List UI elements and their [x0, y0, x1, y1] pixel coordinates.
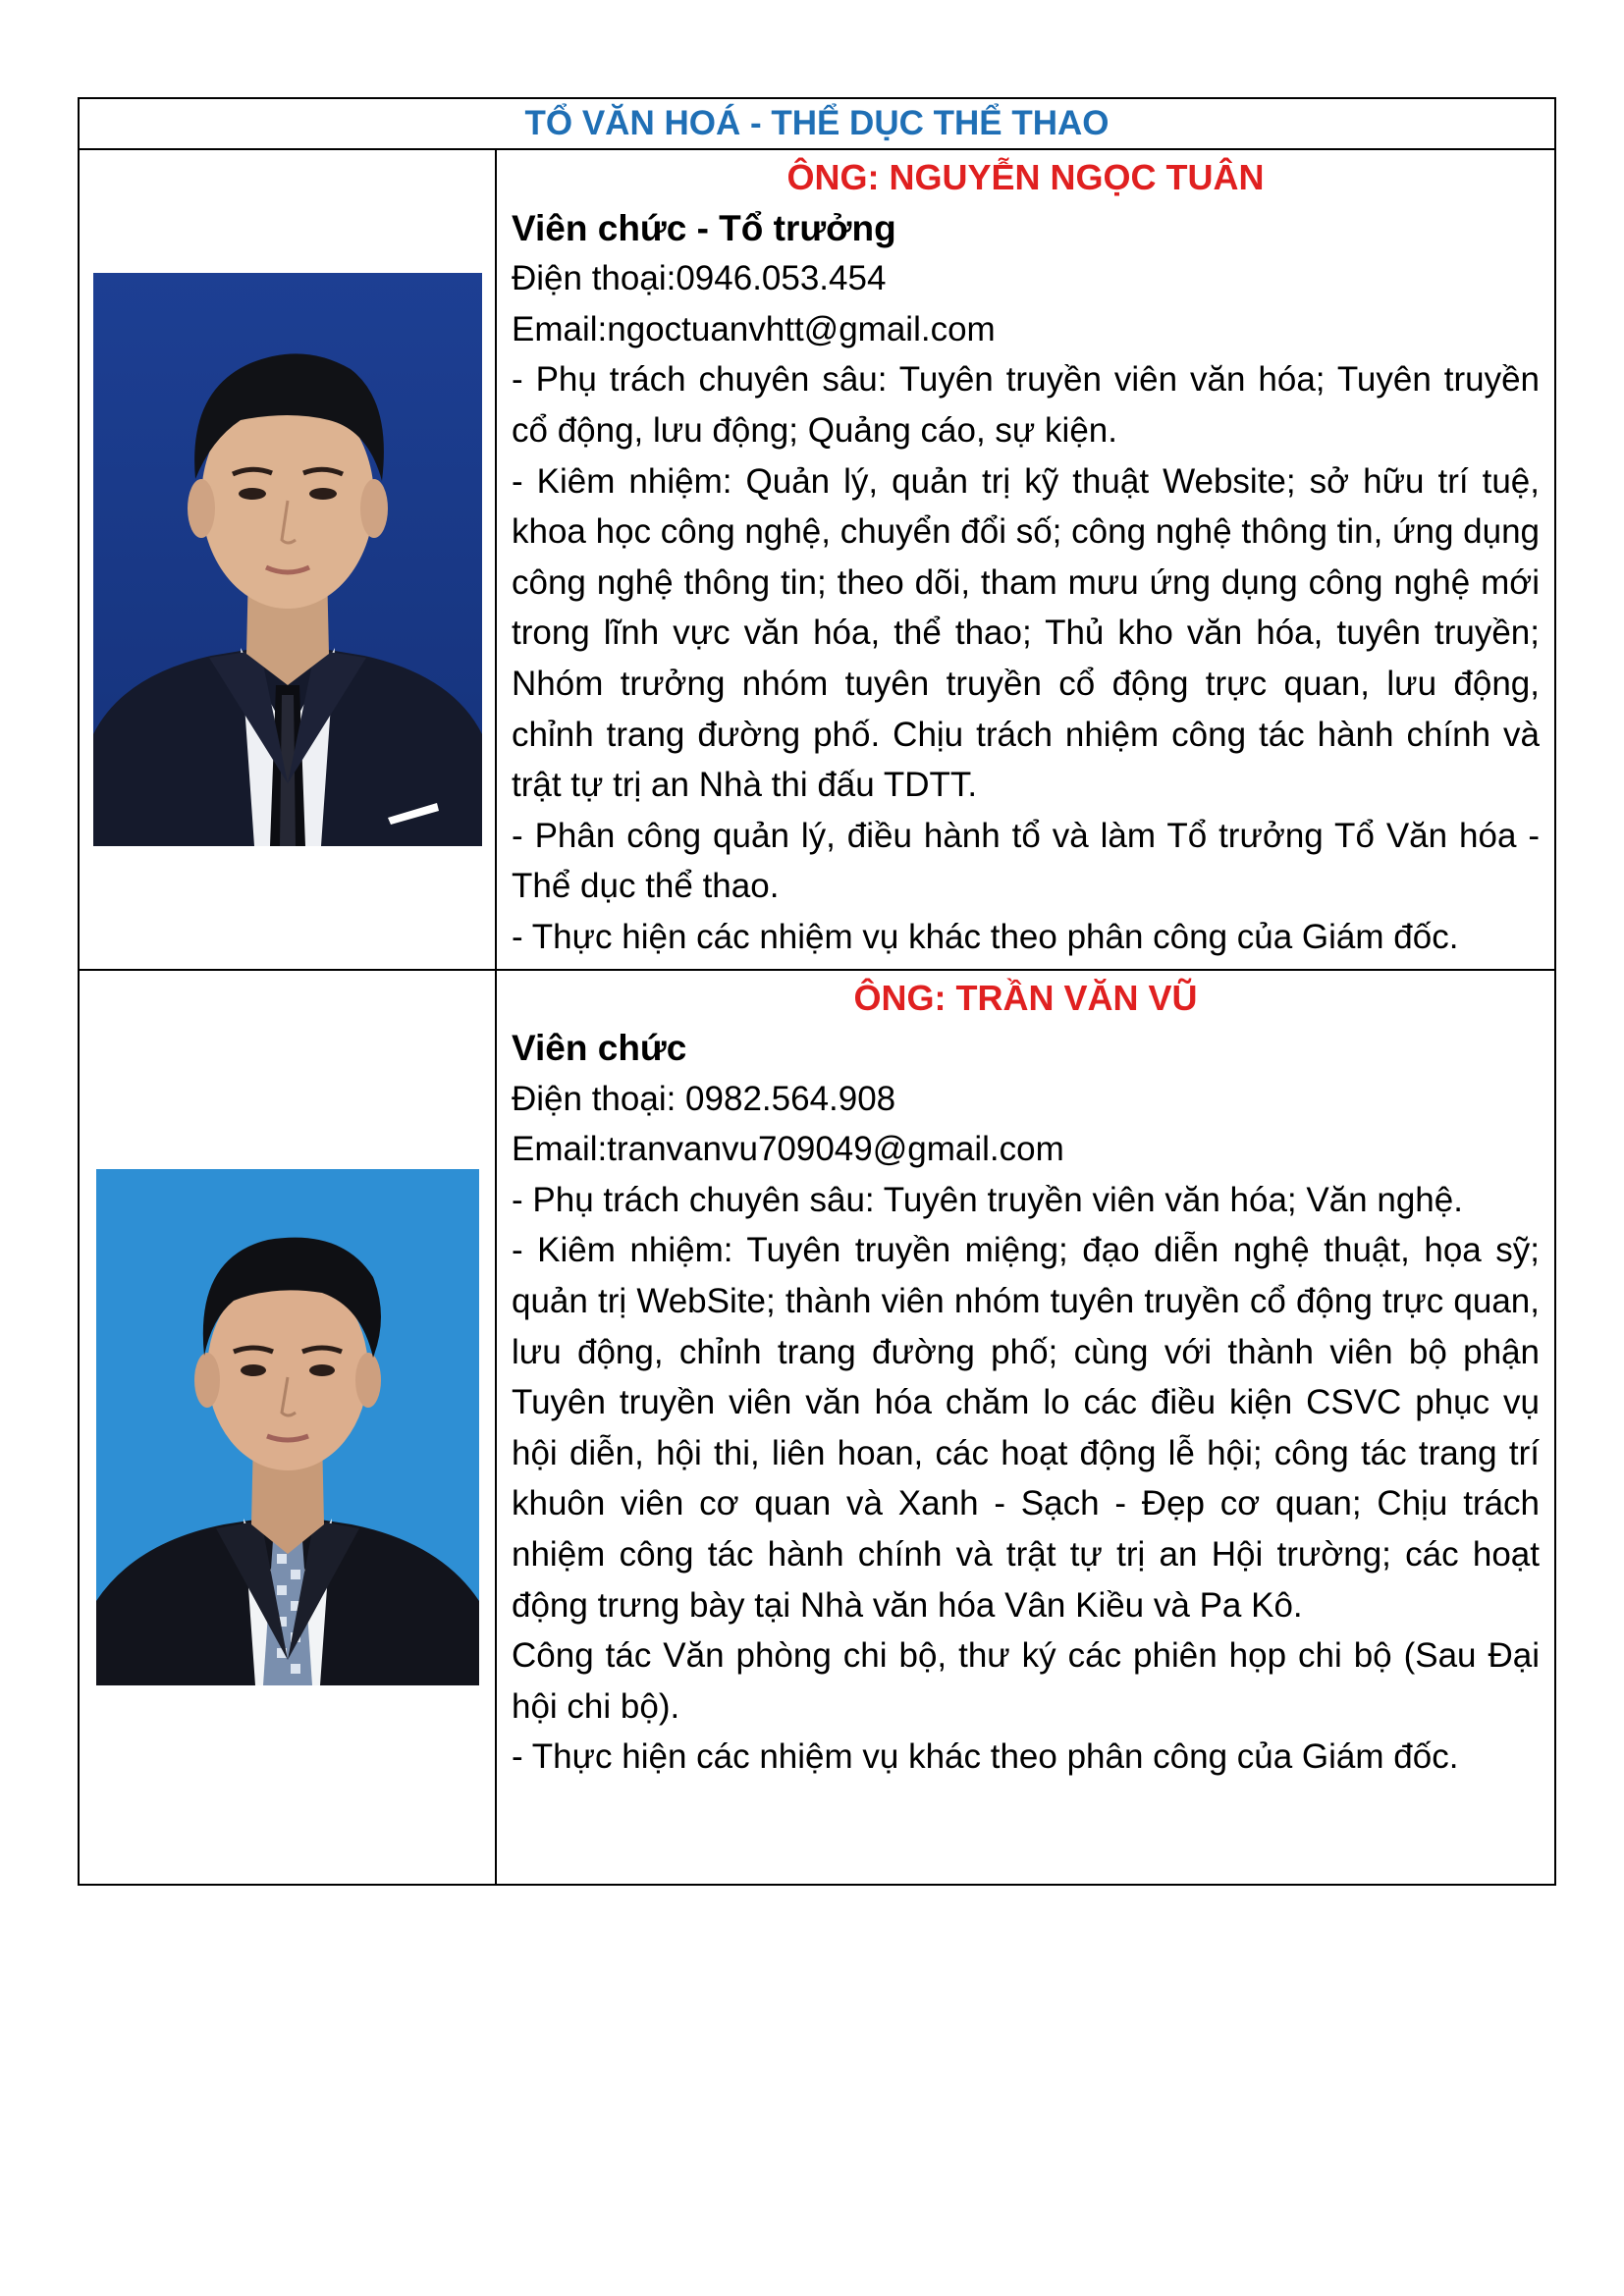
member-duty: Công tác Văn phòng chi bộ, thư ký các phiên họp chi bộ (Sau Đại hội chi bộ).	[512, 1636, 1540, 1726]
member-email: Email:tranvanvu709049@gmail.com	[512, 1130, 1064, 1169]
member-duty: - Phụ trách chuyên sâu: Tuyên truyền viên văn hóa; Tuyên truyền cổ động, lưu động; Quảng cáo, sự kiện.	[512, 360, 1540, 450]
section-title: TỔ VĂN HOÁ - THỂ DỤC THỂ THAO	[79, 98, 1555, 149]
member-duty: - Thực hiện các nhiệm vụ khác theo phân công của Giám đốc.	[512, 1737, 1459, 1777]
portrait-photo-1	[93, 273, 482, 846]
portrait-photo-2	[96, 1169, 479, 1685]
photo-cell	[79, 970, 496, 1885]
member-role: Viên chức - Tổ trưởng	[512, 207, 896, 248]
member-name: ÔNG: NGUYỄN NGỌC TUÂN	[786, 157, 1265, 197]
table-header-row	[79, 98, 1555, 149]
member-row	[79, 970, 1555, 1885]
member-name: ÔNG: TRẦN VĂN VŨ	[853, 977, 1198, 1018]
member-role: Viên chức	[512, 1028, 687, 1069]
member-info	[496, 149, 1555, 970]
member-phone: Điện thoại:0946.053.454	[512, 259, 887, 298]
member-email: Email:ngoctuanvhtt@gmail.com	[512, 309, 996, 348]
member-duty: - Kiêm nhiệm: Quản lý, quản trị kỹ thuật Website; sở hữu trí tuệ, khoa học công nghệ, chuyển đổi số; công nghệ thông tin, ứng dụng công nghệ thông tin; theo dõi, tham mưu ứng dụng công nghệ mới trong lĩnh vực văn hóa, thể thao; Thủ kho văn hóa, tuyên truyền; Nhóm trưởng nhóm tuyên truyền cổ động trực quan, lưu động, chỉnh trang đường phố. Chịu trách nhiệm công tác hành chính và trật tự trị an Nhà thi đấu TDTT.	[512, 461, 1541, 805]
member-duty: - Kiêm nhiệm: Tuyên truyền miệng; đạo diễn nghệ thuật, họa sỹ; quản trị WebSite; thành viên nhóm tuyên truyền cổ động trực quan, lưu động, chỉnh trang đường phố; cùng với thành viên bộ phận Tuyên truyền viên văn hóa chăm lo các điều kiện CSVC phục vụ hội diễn, hội thi, liên hoan, các hoạt động lễ hội; công tác trang trí khuôn viên cơ quan và Xanh - Sạch - Đẹp cơ quan; Chịu trách nhiệm công tác hành chính và trật tự trị an Hội trường; các hoạt động trưng bày tại Nhà văn hóa Vân Kiều và Pa Kô.	[512, 1231, 1540, 1625]
member-duty: - Phân công quản lý, điều hành tổ và làm Tổ trưởng Tổ Văn hóa - Thể dục thể thao.	[512, 816, 1540, 906]
member-phone: Điện thoại: 0982.564.908	[512, 1079, 896, 1118]
member-duty: - Thực hiện các nhiệm vụ khác theo phân công của Giám đốc.	[512, 917, 1459, 956]
member-duty: - Phụ trách chuyên sâu: Tuyên truyền viên văn hóa; Văn nghệ.	[512, 1180, 1463, 1219]
photo-cell	[79, 149, 496, 970]
member-info	[496, 970, 1555, 1885]
staff-table	[78, 97, 1556, 1886]
member-row	[79, 149, 1555, 970]
